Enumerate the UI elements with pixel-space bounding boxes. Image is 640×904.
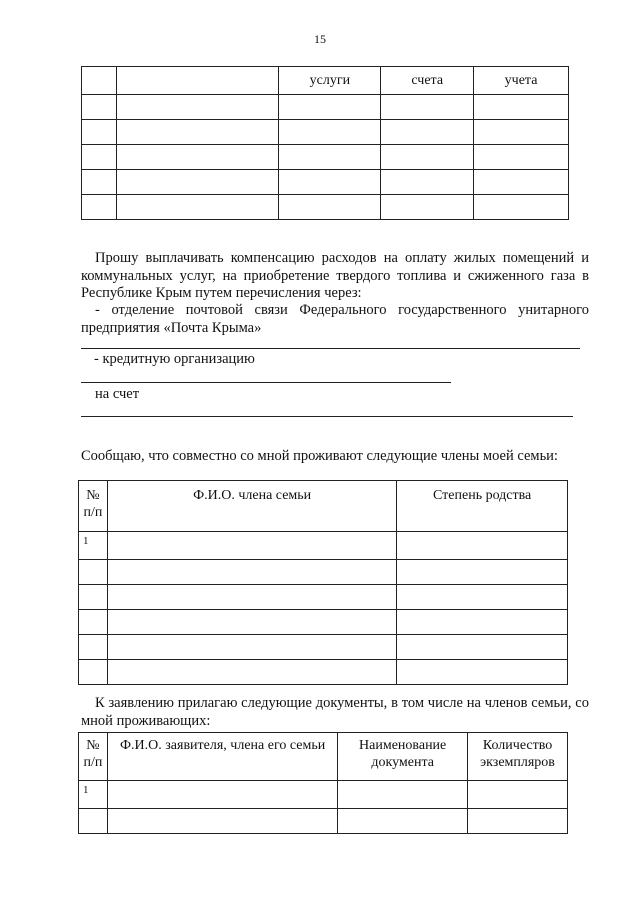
family-header-num: № п/п xyxy=(79,481,108,532)
services-header-cell: учета xyxy=(474,67,569,95)
documents-table-header-row xyxy=(79,733,568,781)
services-header-cell xyxy=(82,67,117,95)
documents-header-name: Ф.И.О. заявителя, члена его семьи xyxy=(107,733,337,781)
table-row xyxy=(79,781,568,809)
table-row xyxy=(79,610,568,635)
table-row xyxy=(82,95,569,120)
services-table xyxy=(81,66,569,220)
payment-option-account: на счет xyxy=(95,386,140,402)
payment-credit-line[interactable] xyxy=(81,382,451,383)
family-table xyxy=(78,480,568,685)
row-number: 1 xyxy=(79,781,108,809)
documents-header-num: № п/п xyxy=(79,733,108,781)
payment-account-line[interactable] xyxy=(81,416,573,417)
table-row xyxy=(79,585,568,610)
table-row xyxy=(82,120,569,145)
family-table-header-row xyxy=(79,481,568,532)
documents-table xyxy=(78,732,568,834)
table-row xyxy=(79,660,568,685)
payment-request-paragraph: Прошу выплачивать компенсацию расходов на оплату жилых помещений и коммунальных услуг, на приобретение твердого топлива и сжиженного газа в Республике Крым путем перечисления через: xyxy=(81,250,589,301)
documents-header-doc-name: Наименование документа xyxy=(338,733,468,781)
documents-header-count: Количество экземпляров xyxy=(468,733,568,781)
services-header-cell xyxy=(116,67,279,95)
table-row xyxy=(82,170,569,195)
payment-option-post: - отделение почтовой связи Федерального государственного унитарного предприятия «Почта Крыма» xyxy=(81,302,589,336)
payment-option-credit: - кредитную организацию xyxy=(94,351,255,367)
table-row xyxy=(82,195,569,220)
page-number: 15 xyxy=(314,32,326,46)
services-table-header-row xyxy=(82,67,569,95)
documents-intro: К заявлению прилагаю следующие документы, в том числе на членов семьи, со мной проживающих: xyxy=(81,695,589,729)
table-row xyxy=(79,809,568,834)
services-header-cell: счета xyxy=(381,67,474,95)
family-header-name: Ф.И.О. члена семьи xyxy=(107,481,396,532)
table-row xyxy=(79,560,568,585)
family-intro: Сообщаю, что совместно со мной проживают следующие члены моей семьи: xyxy=(81,448,558,464)
table-row xyxy=(82,145,569,170)
services-header-cell: услуги xyxy=(279,67,381,95)
row-number: 1 xyxy=(79,532,108,560)
table-row xyxy=(79,532,568,560)
payment-post-line[interactable] xyxy=(81,348,580,349)
table-row xyxy=(79,635,568,660)
family-header-relation: Степень родства xyxy=(397,481,568,532)
